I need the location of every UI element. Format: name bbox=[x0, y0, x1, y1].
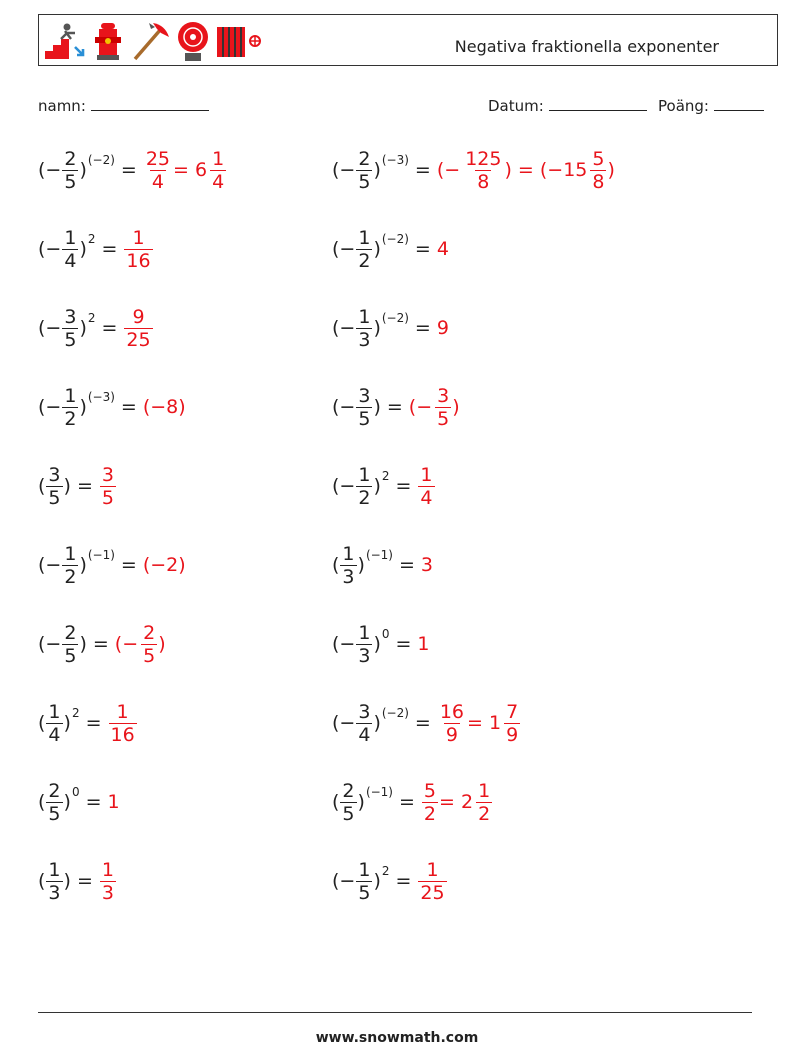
base-fraction bbox=[356, 701, 372, 746]
answer-text: ) bbox=[607, 159, 615, 181]
base-fraction-denominator: 5 bbox=[358, 407, 371, 430]
answer-fraction-denominator: 16 bbox=[126, 249, 151, 272]
page-title: Negativa fraktionella exponenter bbox=[454, 37, 719, 56]
equals-sign: = bbox=[92, 633, 109, 655]
base-fraction-denominator: 5 bbox=[48, 486, 61, 509]
base-fraction-denominator: 3 bbox=[358, 328, 371, 351]
base-fraction-denominator: 2 bbox=[64, 565, 77, 588]
answer-fraction-denominator: 25 bbox=[420, 881, 445, 904]
exercise-left-1 bbox=[38, 140, 227, 200]
open-paren: (− bbox=[38, 317, 62, 339]
answer bbox=[421, 554, 435, 576]
answer-fraction-denominator: 16 bbox=[110, 723, 135, 746]
score-label: Poäng: bbox=[658, 97, 709, 115]
exercise-left-5 bbox=[38, 456, 117, 516]
base-fraction-numerator: 2 bbox=[64, 621, 77, 644]
answer-fraction-denominator: 2 bbox=[423, 802, 437, 825]
base-fraction-denominator: 4 bbox=[358, 723, 371, 746]
answer-fraction-denominator: 4 bbox=[212, 170, 225, 193]
base-fraction-denominator: 5 bbox=[342, 802, 355, 825]
exponent: (−2) bbox=[381, 706, 409, 720]
base-fraction bbox=[356, 622, 372, 667]
base-fraction-numerator: 1 bbox=[64, 226, 77, 249]
close-paren: ) bbox=[373, 633, 381, 655]
equals-sign: = bbox=[395, 475, 412, 497]
answer-fraction-denominator: 8 bbox=[477, 170, 490, 193]
open-paren: ( bbox=[332, 554, 340, 576]
fire-escape-icon bbox=[43, 19, 89, 63]
close-paren: ) bbox=[357, 554, 365, 576]
answer-fraction bbox=[463, 148, 503, 193]
equals-sign: = bbox=[85, 712, 102, 734]
exercise-left-10 bbox=[38, 851, 117, 911]
base-fraction bbox=[62, 148, 78, 193]
answer bbox=[421, 780, 493, 825]
answer-text: ) = (−15 bbox=[504, 159, 588, 181]
answer-fraction-denominator: 25 bbox=[126, 328, 151, 351]
exponent: (−1) bbox=[365, 785, 393, 799]
score-line[interactable] bbox=[714, 96, 764, 111]
date-line[interactable] bbox=[549, 96, 647, 111]
answer-fraction-numerator: 25 bbox=[145, 147, 171, 170]
exercise-right-6 bbox=[332, 535, 435, 595]
exercise-right-5 bbox=[332, 456, 436, 516]
open-paren: (− bbox=[38, 238, 62, 260]
base-fraction-numerator: 1 bbox=[48, 858, 61, 881]
answer bbox=[123, 227, 153, 272]
equals-sign: = bbox=[414, 712, 431, 734]
answer-fraction-numerator: 2 bbox=[143, 621, 156, 644]
open-paren: (− bbox=[38, 159, 62, 181]
open-paren: (− bbox=[38, 633, 62, 655]
answer-fraction-numerator: 1 bbox=[212, 147, 225, 170]
equals-sign: = bbox=[120, 396, 137, 418]
base-fraction-numerator: 1 bbox=[48, 700, 61, 723]
exponent: (−3) bbox=[87, 390, 115, 404]
fire-hose-reel-icon bbox=[215, 19, 263, 63]
close-paren: ) bbox=[79, 159, 87, 181]
name-field[interactable] bbox=[38, 96, 209, 115]
answer bbox=[123, 306, 153, 351]
base-fraction-numerator: 3 bbox=[48, 463, 61, 486]
base-fraction-denominator: 3 bbox=[358, 644, 371, 667]
exercise-right-2 bbox=[332, 219, 451, 279]
base-fraction-numerator: 2 bbox=[64, 147, 77, 170]
base-fraction-denominator: 5 bbox=[358, 881, 371, 904]
equals-sign: = bbox=[101, 238, 118, 260]
exponent: 2 bbox=[87, 311, 96, 325]
answer-fraction-numerator: 5 bbox=[592, 147, 605, 170]
answer bbox=[417, 859, 447, 904]
exercise-right-1 bbox=[332, 140, 617, 200]
close-paren: ) bbox=[79, 633, 87, 655]
open-paren: (− bbox=[38, 396, 62, 418]
answer-fraction-denominator: 8 bbox=[592, 170, 605, 193]
exponent: 2 bbox=[381, 864, 390, 878]
base-fraction-denominator: 3 bbox=[342, 565, 355, 588]
equals-sign: = bbox=[120, 159, 137, 181]
equals-sign: = bbox=[414, 317, 431, 339]
header-box bbox=[38, 14, 778, 66]
answer-text: (− bbox=[408, 396, 433, 418]
open-paren: (− bbox=[332, 159, 356, 181]
answer bbox=[115, 622, 168, 667]
answer bbox=[409, 385, 462, 430]
open-paren: ( bbox=[38, 791, 46, 813]
answer-text: 9 bbox=[436, 317, 449, 339]
equals-sign: = bbox=[76, 475, 93, 497]
answer bbox=[143, 554, 188, 576]
answer-fraction bbox=[422, 780, 438, 825]
answer bbox=[108, 701, 138, 746]
exercise-left-3 bbox=[38, 298, 154, 358]
footer-divider bbox=[38, 1012, 752, 1013]
answer-fraction bbox=[418, 464, 434, 509]
exponent: (−2) bbox=[87, 153, 115, 167]
answer bbox=[99, 464, 117, 509]
answer-fraction-numerator: 1 bbox=[132, 226, 145, 249]
exponent: (−3) bbox=[381, 153, 409, 167]
base-fraction bbox=[62, 622, 78, 667]
base-fraction-denominator: 2 bbox=[64, 407, 77, 430]
close-paren: ) bbox=[373, 396, 381, 418]
base-fraction-denominator: 5 bbox=[64, 328, 77, 351]
answer-text: 4 bbox=[436, 238, 449, 260]
base-fraction bbox=[356, 385, 372, 430]
open-paren: ( bbox=[38, 475, 46, 497]
answer bbox=[437, 238, 451, 260]
exponent: (−2) bbox=[381, 311, 409, 325]
answer-text: (− bbox=[114, 633, 139, 655]
close-paren: ) bbox=[373, 317, 381, 339]
base-fraction bbox=[340, 780, 356, 825]
exercise-right-10 bbox=[332, 851, 448, 911]
open-paren: (− bbox=[332, 870, 356, 892]
answer-fraction-numerator: 1 bbox=[426, 858, 439, 881]
base-fraction bbox=[340, 543, 356, 588]
answer-fraction-numerator: 1 bbox=[420, 463, 433, 486]
answer-fraction-denominator: 4 bbox=[420, 486, 433, 509]
equals-sign: = bbox=[395, 633, 412, 655]
base-fraction bbox=[356, 306, 372, 351]
exponent: 2 bbox=[87, 232, 96, 246]
open-paren: ( bbox=[38, 870, 46, 892]
base-fraction bbox=[46, 780, 62, 825]
answer-fraction-denominator: 9 bbox=[445, 723, 458, 746]
answer bbox=[143, 148, 227, 193]
exercise-right-9 bbox=[332, 772, 493, 832]
base-fraction-numerator: 1 bbox=[358, 621, 371, 644]
base-fraction bbox=[62, 543, 78, 588]
close-paren: ) bbox=[63, 791, 71, 813]
base-fraction-numerator: 3 bbox=[358, 384, 371, 407]
exercise-left-8 bbox=[38, 693, 138, 753]
open-paren: (− bbox=[38, 554, 62, 576]
base-fraction-numerator: 3 bbox=[64, 305, 77, 328]
close-paren: ) bbox=[79, 554, 87, 576]
answer-fraction bbox=[109, 701, 137, 746]
answer-text: = 6 bbox=[173, 159, 208, 181]
base-fraction bbox=[46, 464, 62, 509]
answer-fraction bbox=[418, 859, 446, 904]
base-fraction-denominator: 5 bbox=[358, 170, 371, 193]
fire-axe-icon bbox=[127, 19, 171, 63]
answer bbox=[437, 148, 617, 193]
base-fraction bbox=[356, 227, 372, 272]
answer-fraction bbox=[124, 227, 152, 272]
exponent: (−1) bbox=[87, 548, 115, 562]
exponent: (−2) bbox=[381, 232, 409, 246]
base-fraction bbox=[62, 385, 78, 430]
answer-fraction bbox=[435, 385, 451, 430]
answer-fraction-denominator: 3 bbox=[101, 881, 114, 904]
base-fraction-denominator: 5 bbox=[48, 802, 61, 825]
close-paren: ) bbox=[373, 475, 381, 497]
open-paren: (− bbox=[332, 238, 356, 260]
answer-text: = 2 bbox=[439, 791, 474, 813]
equals-sign: = bbox=[395, 870, 412, 892]
answer-fraction-numerator: 1 bbox=[116, 700, 129, 723]
open-paren: (− bbox=[332, 712, 356, 734]
answer-fraction-numerator: 9 bbox=[132, 305, 145, 328]
exercise-right-3 bbox=[332, 298, 451, 358]
close-paren: ) bbox=[373, 870, 381, 892]
base-fraction-denominator: 5 bbox=[64, 170, 77, 193]
header-icons bbox=[43, 19, 263, 63]
open-paren: (− bbox=[332, 633, 356, 655]
open-paren: (− bbox=[332, 396, 356, 418]
answer-fraction bbox=[141, 622, 157, 667]
exponent: 2 bbox=[71, 706, 80, 720]
answer-fraction-numerator: 7 bbox=[506, 700, 519, 723]
answer-fraction-numerator: 16 bbox=[439, 700, 465, 723]
equals-sign: = bbox=[414, 159, 431, 181]
exercise-left-7 bbox=[38, 614, 168, 674]
close-paren: ) bbox=[373, 712, 381, 734]
exponent: (−1) bbox=[365, 548, 393, 562]
answer bbox=[108, 791, 122, 813]
equals-sign: = bbox=[101, 317, 118, 339]
date-field[interactable] bbox=[488, 96, 647, 115]
answer-text: ) bbox=[158, 633, 166, 655]
equals-sign: = bbox=[414, 238, 431, 260]
open-paren: (− bbox=[332, 475, 356, 497]
equals-sign: = bbox=[120, 554, 137, 576]
answer-fraction-denominator: 2 bbox=[478, 802, 491, 825]
base-fraction-numerator: 2 bbox=[342, 779, 355, 802]
base-fraction-denominator: 5 bbox=[64, 644, 77, 667]
answer bbox=[99, 859, 117, 904]
answer-fraction bbox=[100, 859, 116, 904]
score-field[interactable] bbox=[658, 96, 764, 115]
base-fraction-numerator: 2 bbox=[358, 147, 371, 170]
close-paren: ) bbox=[63, 870, 71, 892]
date-label: Datum: bbox=[488, 97, 544, 115]
base-fraction-denominator: 4 bbox=[64, 249, 77, 272]
fire-hydrant-icon bbox=[93, 19, 123, 63]
base-fraction-numerator: 2 bbox=[48, 779, 61, 802]
answer-fraction bbox=[210, 148, 226, 193]
exercise-right-4 bbox=[332, 377, 462, 437]
open-paren: ( bbox=[332, 791, 340, 813]
exponent: 0 bbox=[71, 785, 80, 799]
open-paren: (− bbox=[332, 317, 356, 339]
fire-alarm-bell-icon bbox=[175, 19, 211, 63]
equals-sign: = bbox=[399, 554, 415, 576]
exponent: 0 bbox=[381, 627, 390, 641]
close-paren: ) bbox=[373, 159, 381, 181]
base-fraction-numerator: 1 bbox=[64, 542, 77, 565]
exercise-left-9 bbox=[38, 772, 122, 832]
base-fraction-denominator: 4 bbox=[48, 723, 61, 746]
answer-fraction-numerator: 1 bbox=[101, 858, 114, 881]
base-fraction-numerator: 1 bbox=[358, 226, 371, 249]
equals-sign: = bbox=[386, 396, 403, 418]
base-fraction-numerator: 1 bbox=[358, 858, 371, 881]
exercise-left-6 bbox=[38, 535, 188, 595]
base-fraction-numerator: 1 bbox=[358, 463, 371, 486]
answer bbox=[417, 464, 435, 509]
close-paren: ) bbox=[63, 712, 71, 734]
base-fraction bbox=[356, 859, 372, 904]
answer-fraction-denominator: 9 bbox=[506, 723, 519, 746]
answer-text: (− bbox=[436, 159, 461, 181]
base-fraction bbox=[46, 701, 62, 746]
answer-fraction bbox=[476, 780, 492, 825]
answer-fraction bbox=[144, 148, 172, 193]
exercise-right-7 bbox=[332, 614, 432, 674]
base-fraction-numerator: 1 bbox=[64, 384, 77, 407]
base-fraction-denominator: 2 bbox=[358, 486, 371, 509]
answer-text: (−8) bbox=[142, 396, 186, 418]
base-fraction-numerator: 3 bbox=[358, 700, 371, 723]
answer-fraction-numerator: 125 bbox=[465, 147, 502, 170]
answer-fraction bbox=[100, 464, 116, 509]
close-paren: ) bbox=[79, 317, 87, 339]
close-paren: ) bbox=[63, 475, 71, 497]
answer-fraction-numerator: 3 bbox=[437, 384, 450, 407]
answer-fraction-denominator: 4 bbox=[151, 170, 164, 193]
equals-sign: = bbox=[399, 791, 415, 813]
answer-fraction bbox=[124, 306, 152, 351]
footer-url: www.snowmath.com bbox=[315, 1030, 479, 1046]
name-label: namn: bbox=[38, 97, 86, 115]
base-fraction bbox=[356, 148, 372, 193]
exponent: 2 bbox=[381, 469, 390, 483]
close-paren: ) bbox=[79, 396, 87, 418]
answer-fraction-numerator: 3 bbox=[101, 463, 114, 486]
equals-sign: = bbox=[76, 870, 93, 892]
close-paren: ) bbox=[357, 791, 365, 813]
base-fraction bbox=[62, 227, 78, 272]
answer-fraction bbox=[590, 148, 606, 193]
answer-text: 1 bbox=[107, 791, 120, 813]
base-fraction bbox=[356, 464, 372, 509]
answer-fraction-denominator: 5 bbox=[143, 644, 156, 667]
base-fraction-denominator: 3 bbox=[48, 881, 61, 904]
answer-fraction-denominator: 5 bbox=[437, 407, 450, 430]
answer bbox=[143, 396, 188, 418]
base-fraction-numerator: 1 bbox=[358, 305, 371, 328]
base-fraction bbox=[46, 859, 62, 904]
name-line[interactable] bbox=[91, 96, 209, 111]
answer bbox=[417, 633, 431, 655]
exercise-left-2 bbox=[38, 219, 154, 279]
answer-text: (−2) bbox=[142, 554, 186, 576]
close-paren: ) bbox=[79, 238, 87, 260]
answer bbox=[437, 317, 451, 339]
answer-text: 1 bbox=[417, 633, 430, 655]
answer-text: 3 bbox=[420, 554, 434, 576]
answer-fraction-numerator: 5 bbox=[423, 779, 437, 802]
answer bbox=[437, 701, 521, 746]
base-fraction bbox=[62, 306, 78, 351]
answer-fraction bbox=[504, 701, 520, 746]
answer-fraction-numerator: 1 bbox=[478, 779, 491, 802]
base-fraction-numerator: 1 bbox=[342, 542, 355, 565]
base-fraction-denominator: 2 bbox=[358, 249, 371, 272]
exercise-right-8 bbox=[332, 693, 521, 753]
equals-sign: = bbox=[85, 791, 102, 813]
answer-text: = 1 bbox=[467, 712, 502, 734]
answer-fraction bbox=[438, 701, 466, 746]
answer-text: ) bbox=[452, 396, 460, 418]
open-paren: ( bbox=[38, 712, 46, 734]
exercise-left-4 bbox=[38, 377, 188, 437]
close-paren: ) bbox=[373, 238, 381, 260]
answer-fraction-denominator: 5 bbox=[101, 486, 114, 509]
